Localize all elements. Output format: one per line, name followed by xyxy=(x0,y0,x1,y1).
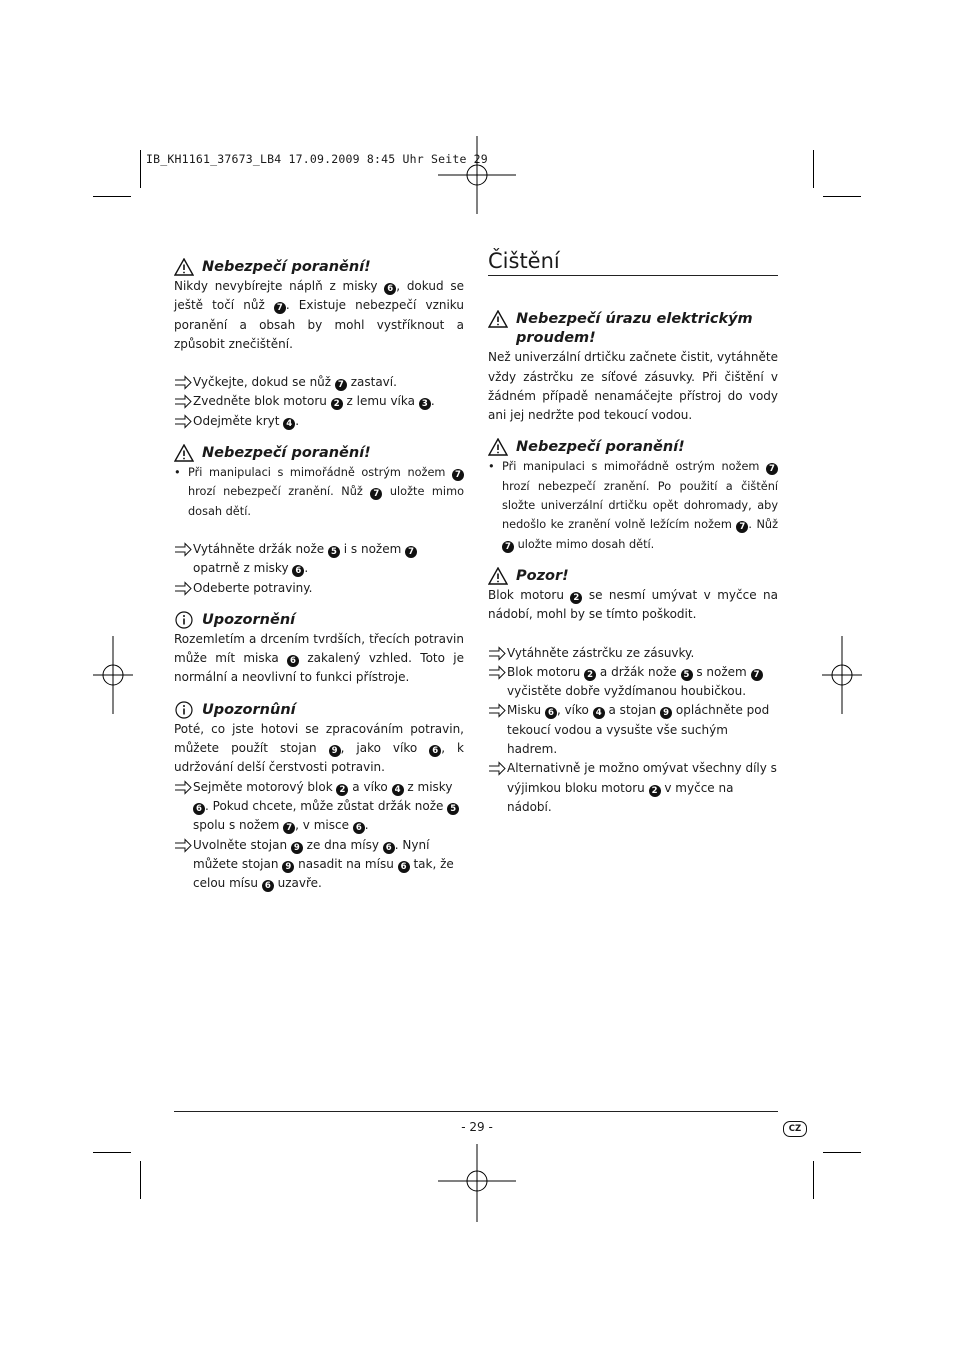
step-item: Sejměte motorový blok 2 a víko 4 z misky 6 . Pokud chcete, může zůstat držák nože 5 spolu s nožem 7 , v misce 6 . xyxy=(174,778,464,836)
paragraph: Blok motoru 2 se nesmí umývat v myčce na nádobí, mohl by se tímto poškodit. xyxy=(488,587,778,622)
page-number: - 29 - xyxy=(461,1120,493,1134)
section-heading xyxy=(174,611,464,630)
registration-mark-bottom xyxy=(438,1144,516,1222)
info-icon xyxy=(174,701,194,719)
heading-text: Upozornění xyxy=(202,611,296,628)
step-item: Vyčkejte, dokud se nůž 7 zastaví. xyxy=(174,373,464,392)
arrow-right-icon xyxy=(488,663,507,682)
arrow-right-icon xyxy=(488,701,507,720)
paragraph: Než univerzální drtičku začnete čistit, vytáhněte vždy zástrčku ze síťové zásuvky. Při čištění v žádném případě nenamáčejte přístroj do vody ani jej nedržte pod tekoucí vodou. xyxy=(488,350,779,423)
step-item: Blok motoru 2 a držák nože 5 s nožem 7 vyčistěte dobře vyždímanou houbičkou. xyxy=(488,663,778,702)
section-heading xyxy=(488,438,778,457)
step-item: Vytáhněte držák nože 5 i s nožem 7 opatrně z misky 6 . xyxy=(174,540,464,579)
crop-mark xyxy=(140,1161,141,1199)
left-column xyxy=(174,258,464,893)
registration-mark-right xyxy=(822,636,862,714)
crop-mark xyxy=(823,196,861,197)
info-icon xyxy=(174,611,194,629)
paragraph: Rozemletím a drcením tvrdších, třecích potravin může mít miska 6 zakalený vzhled. Toto je normální a neovlivní to funkci přístroje. xyxy=(174,631,464,685)
step-item: Uvolněte stojan 9 ze dna mísy 6 . Nyní můžete stojan 9 nasadit na mísu 6 tak, že celou mísu 6 uzavře. xyxy=(174,836,464,894)
step-item: Misku 6 , víko 4 a stojan 9 opláchněte pod tekoucí vodou a vysušte vše suchým hadrem. xyxy=(488,701,778,759)
paragraph: Nikdy nevybírejte náplň z misky 6 , dokud se ještě točí nůž 7 . Existuje nebezpečí vzniku poranění a obsah by mohl vystříknout a způsobit znečištění. xyxy=(174,279,464,351)
arrow-right-icon xyxy=(488,759,507,778)
crop-mark xyxy=(140,150,141,188)
step-item: Odeberte potraviny. xyxy=(174,579,464,598)
section-heading xyxy=(488,310,778,348)
crop-mark xyxy=(813,1161,814,1199)
warning-icon xyxy=(488,310,508,328)
heading-text: Nebezpečí poranění! xyxy=(516,439,685,456)
arrow-right-icon xyxy=(174,540,193,559)
bullet-item: • Při manipulaci s mimořádně ostrým nožem 7 hrozí nebezpečí zranění. Nůž 7 uložte mimo dosah dětí. xyxy=(174,466,464,518)
step-item: Zvedněte blok motoru 2 z lemu víka 3 . xyxy=(174,392,464,411)
warning-icon xyxy=(488,567,508,585)
crop-mark xyxy=(93,196,131,197)
heading-text: Nebezpečí poranění! xyxy=(202,259,371,275)
heading-text: Nebezpečí poranění! xyxy=(202,445,371,462)
heading-text: Upozornûní xyxy=(202,701,296,718)
heading-text: Nebezpečí úrazu elektrickým proudem! xyxy=(516,311,753,347)
section-heading xyxy=(488,567,778,586)
crop-mark xyxy=(93,1152,131,1153)
footer-divider xyxy=(174,1111,778,1112)
section-heading xyxy=(174,444,464,463)
language-badge: CZ xyxy=(783,1121,807,1137)
section-heading xyxy=(174,258,464,277)
page-title: Čištění xyxy=(488,252,778,276)
warning-icon xyxy=(174,258,194,276)
arrow-right-icon xyxy=(488,644,507,663)
registration-mark-left xyxy=(93,636,133,714)
right-column xyxy=(488,249,779,817)
print-slug: IB_KH1161_37673_LB4 17.09.2009 8:45 Uhr Seite 29 xyxy=(146,152,488,166)
section-heading xyxy=(174,701,464,720)
registration-mark-top xyxy=(438,136,516,214)
arrow-right-icon xyxy=(174,836,193,855)
crop-mark xyxy=(823,1152,861,1153)
step-item: Vytáhněte zástrčku ze zásuvky. xyxy=(488,644,778,663)
crop-mark xyxy=(813,150,814,188)
bullet-item: • Při manipulaci s mimořádně ostrým nožem 7 hrozí nebezpečí zranění. Po použití a čištění složte univerzální drtičku opět dohromady, aby nedošlo ke zranění volně ležícím nožem 7 . Nůž 7 uložte mimo dosah dětí. xyxy=(488,460,778,552)
arrow-right-icon xyxy=(174,392,193,411)
heading-text: Pozor! xyxy=(516,567,569,584)
step-item: Alternativně je možno omývat všechny díly s výjimkou bloku motoru 2 v myčce na nádobí. xyxy=(488,759,778,817)
arrow-right-icon xyxy=(174,412,193,431)
arrow-right-icon xyxy=(174,579,193,598)
warning-icon xyxy=(174,444,194,462)
warning-icon xyxy=(488,438,508,456)
arrow-right-icon xyxy=(174,373,193,392)
arrow-right-icon xyxy=(174,778,193,797)
step-item: Odejměte kryt 4 . xyxy=(174,412,464,431)
paragraph: Poté, co jste hotovi se zpracováním potravin, můžete použít stojan 9 , jako víko 6 , k udržování delší čerstvosti potravin. xyxy=(174,721,464,775)
